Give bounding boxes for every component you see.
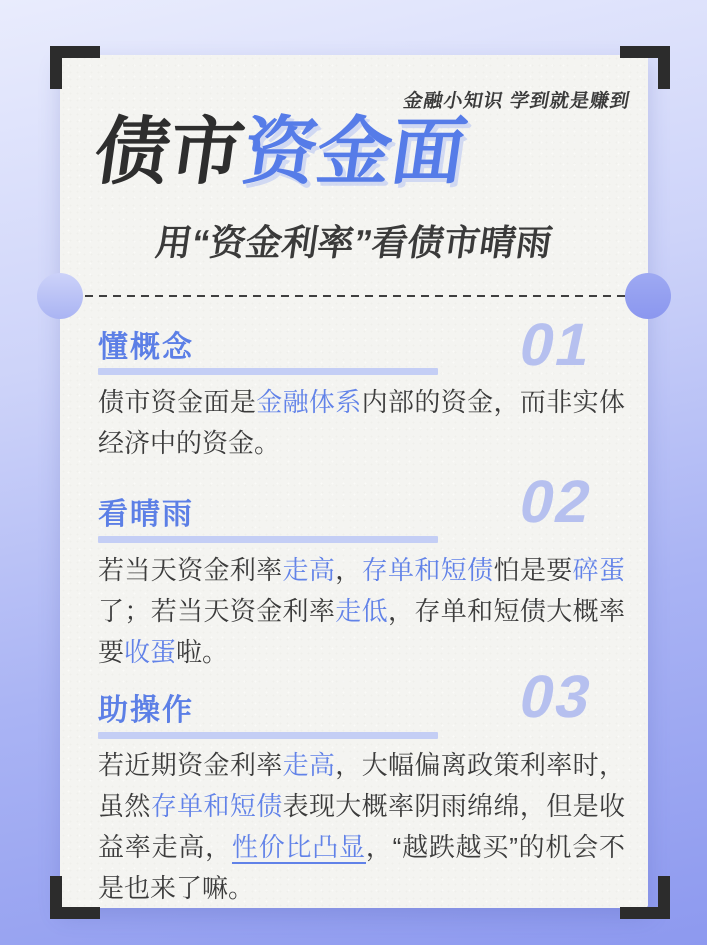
- tagline: 金融小知识 学到就是赚到: [401, 91, 632, 112]
- corner-bracket-top-left: [50, 46, 100, 89]
- section-body: 若近期资金利率走高，大幅偏离政策利率时，虽然存单和短债表现大概率阴雨绵绵，但是收益率走高，性价比凸显，“越跌越买”的机会不是也来了嘛。: [98, 750, 625, 903]
- page-title-blue-part: 资金面: [237, 110, 472, 193]
- heading-underline-bar: [98, 732, 438, 739]
- section-number: 03: [514, 663, 600, 730]
- ticket-notch-right: [625, 273, 671, 319]
- section-number: 02: [514, 468, 600, 535]
- page-subtitle: 用“资金利率”看债市晴雨: [153, 222, 555, 263]
- ticket-dashed-divider: [85, 295, 626, 297]
- section-heading: 懂概念: [98, 331, 194, 364]
- heading-underline-bar: [98, 368, 438, 375]
- corner-bracket-bottom-right: [620, 876, 670, 919]
- paper-card: [60, 55, 648, 908]
- page-title: [89, 110, 472, 193]
- section-heading: 看晴雨: [98, 498, 194, 531]
- heading-underline-bar: [98, 536, 438, 543]
- page-title-black-part: 债市: [89, 110, 250, 193]
- ticket-notch-left: [37, 273, 83, 319]
- section-heading: 助操作: [98, 694, 194, 727]
- corner-bracket-top-right: [620, 46, 670, 89]
- corner-bracket-bottom-left: [50, 876, 100, 919]
- section-number: 01: [514, 311, 600, 378]
- section-body: 若当天资金利率走高，存单和短债怕是要碎蛋了；若当天资金利率走低，存单和短债大概率要收蛋啦。: [98, 555, 625, 667]
- section-body: 债市资金面是金融体系内部的资金，而非实体经济中的资金。: [98, 387, 625, 458]
